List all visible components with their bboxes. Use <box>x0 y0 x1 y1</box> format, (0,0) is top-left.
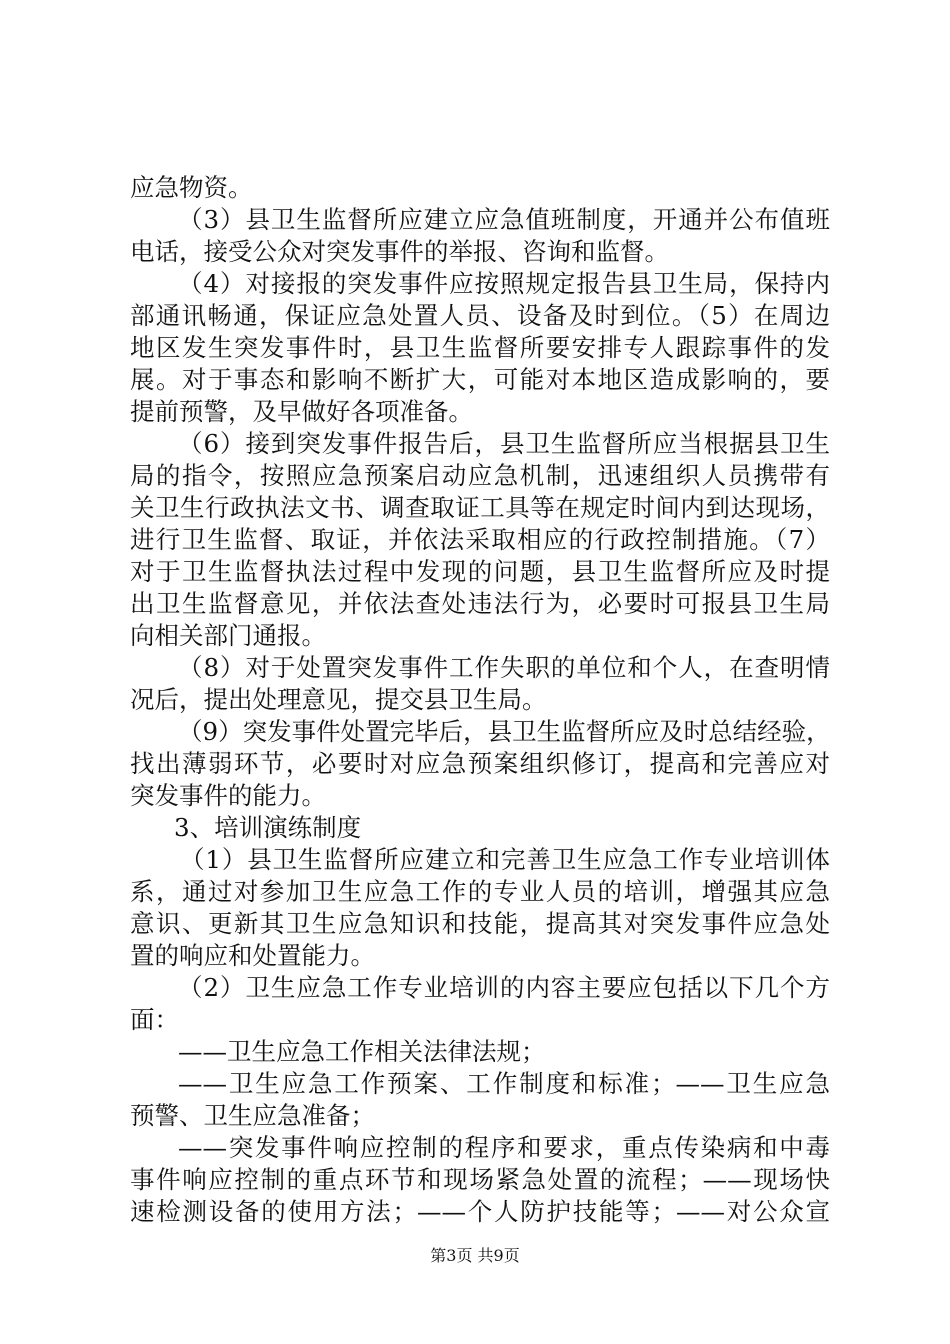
text-line: 提前预警，及早做好各项准备。 <box>130 397 473 426</box>
text-line: 速检测设备的使用方法；——个人防护技能等；——对公众宣 <box>130 1197 830 1226</box>
text-line: 向相关部门通报。 <box>130 621 326 650</box>
text-line: ——卫生应急工作相关法律法规； <box>178 1037 546 1066</box>
text-line: 部通讯畅通，保证应急处置人员、设备及时到位。（5）在周边 <box>130 301 830 330</box>
text-line: （4）对接报的突发事件应按照规定报告县卫生局，保持内 <box>178 269 830 298</box>
section-heading: 3、培训演练制度 <box>174 813 362 842</box>
text-line: 预警、卫生应急准备； <box>130 1101 375 1130</box>
text-line: 进行卫生监督、取证，并依法采取相应的行政控制措施。（7） <box>130 525 830 554</box>
text-line: （6）接到突发事件报告后，县卫生监督所应当根据县卫生 <box>178 429 830 458</box>
text-line: 应急物资。 <box>130 173 253 202</box>
text-line: 意识、更新其卫生应急知识和技能，提高其对突发事件应急处 <box>130 909 830 938</box>
text-line: ——突发事件响应控制的程序和要求，重点传染病和中毒 <box>178 1133 830 1162</box>
text-line: 电话，接受公众对突发事件的举报、咨询和监督。 <box>130 237 669 266</box>
text-line: 展。对于事态和影响不断扩大，可能对本地区造成影响的，要 <box>130 365 830 394</box>
text-line: 出卫生监督意见，并依法查处违法行为，必要时可报县卫生局 <box>130 589 830 618</box>
text-line: （8）对于处置突发事件工作失职的单位和个人，在查明情 <box>178 653 830 682</box>
text-line: ——卫生应急工作预案、工作制度和标准；——卫生应急 <box>178 1069 830 1098</box>
document-body <box>130 172 830 1228</box>
text-line: （9）突发事件处置完毕后，县卫生监督所应及时总结经验， <box>178 717 831 746</box>
text-line: （2）卫生应急工作专业培训的内容主要应包括以下几个方 <box>178 973 830 1002</box>
text-line: （1）县卫生监督所应建立和完善卫生应急工作专业培训体 <box>180 845 830 874</box>
page-number-footer: 第3页 共9页 <box>430 1246 520 1265</box>
text-line: 对于卫生监督执法过程中发现的问题，县卫生监督所应及时提 <box>130 557 830 586</box>
text-line: 面： <box>130 1005 179 1034</box>
text-line: 况后，提出处理意见，提交县卫生局。 <box>130 685 547 714</box>
text-line: 局的指令，按照应急预案启动应急机制，迅速组织人员携带有 <box>130 461 830 490</box>
text-line: （3）县卫生监督所应建立应急值班制度，开通并公布值班 <box>178 205 830 234</box>
text-line: 系，通过对参加卫生应急工作的专业人员的培训，增强其应急 <box>130 877 830 906</box>
text-line: 事件响应控制的重点环节和现场紧急处置的流程；——现场快 <box>130 1165 830 1194</box>
text-line: 地区发生突发事件时，县卫生监督所要安排专人跟踪事件的发 <box>130 333 830 362</box>
text-line: 置的响应和处置能力。 <box>130 941 375 970</box>
text-line: 找出薄弱环节，必要时对应急预案组织修订，提高和完善应对 <box>130 749 830 778</box>
text-line: 突发事件的能力。 <box>130 781 326 810</box>
text-line: 关卫生行政执法文书、调查取证工具等在规定时间内到达现场， <box>130 493 830 522</box>
